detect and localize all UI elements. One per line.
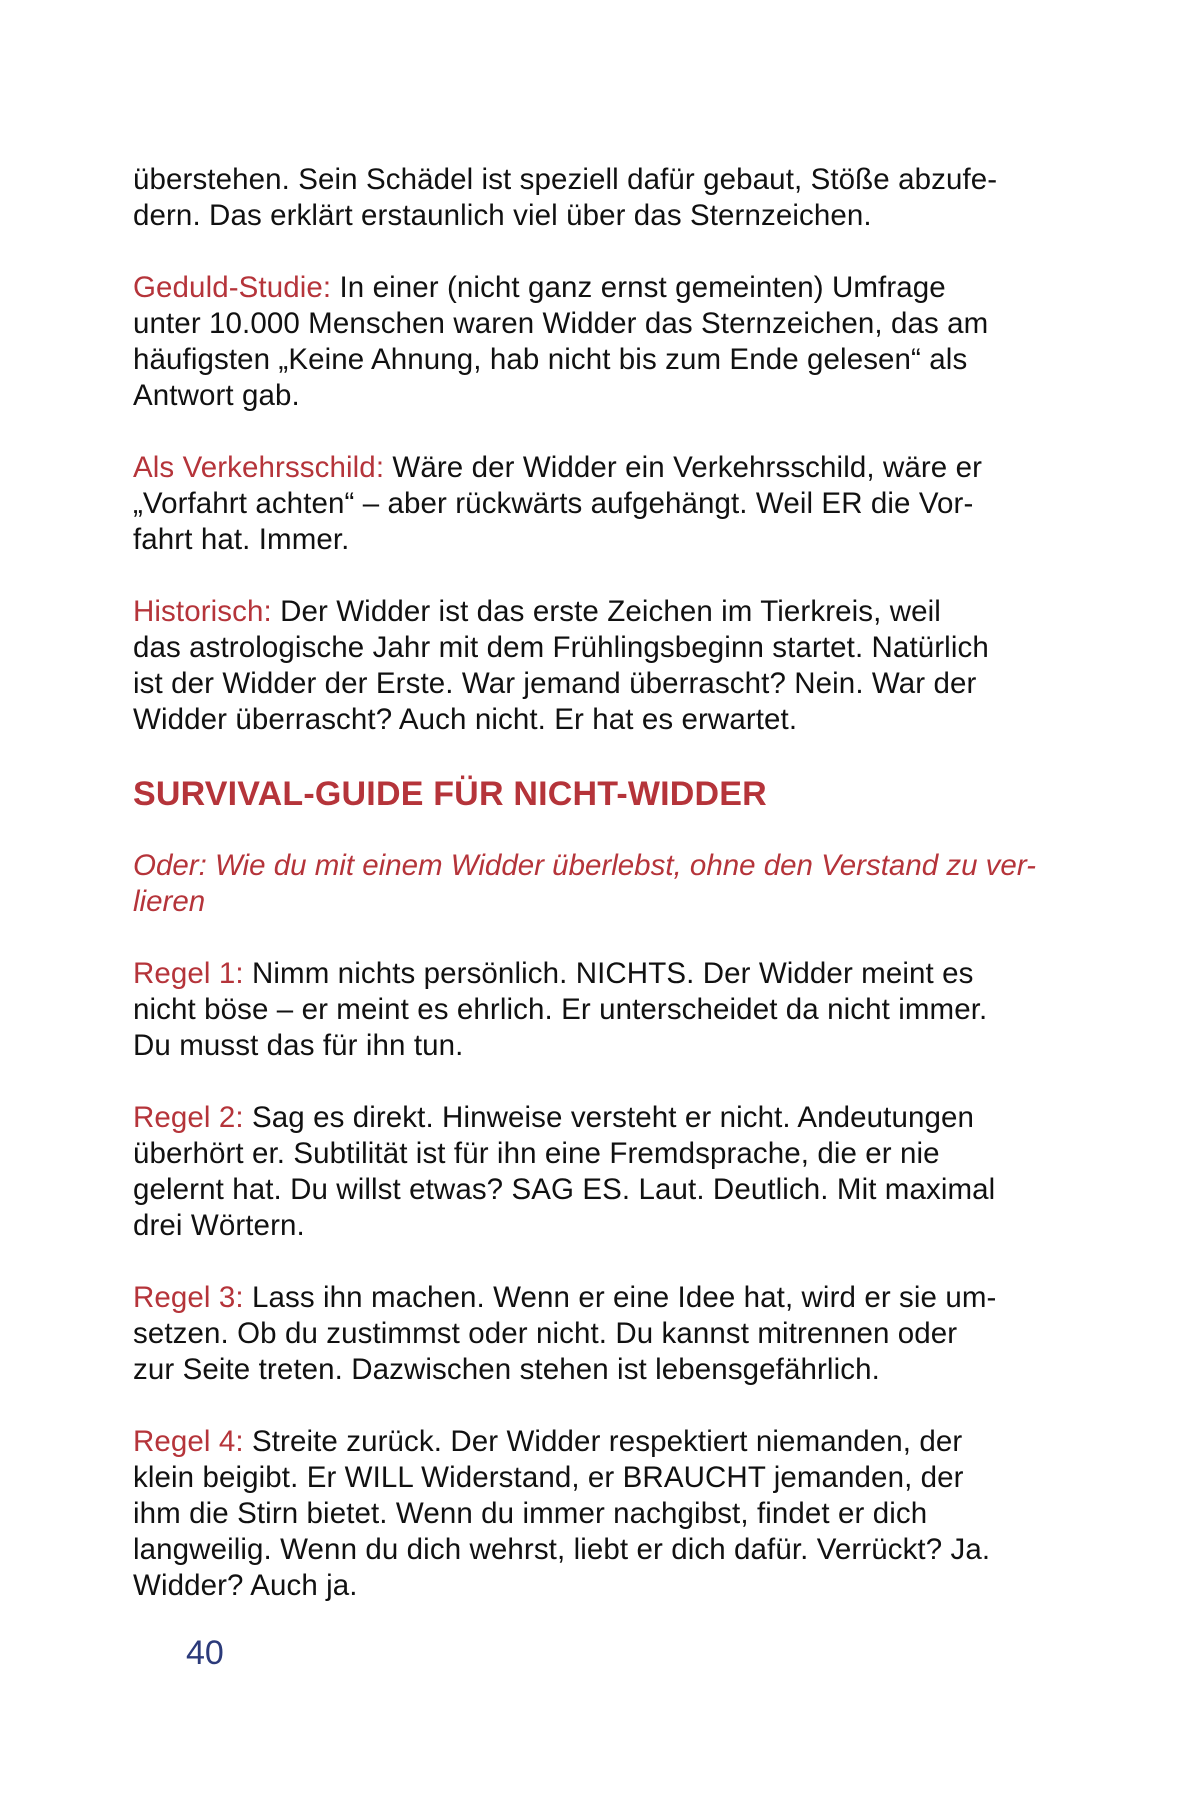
text-line: klein beigibt. Er WILL Widerstand, er BRAUCHT jemanden, der [133,1461,964,1494]
paragraph-verkehrsschild [133,450,1013,558]
rule-3 [133,1280,1013,1388]
paragraph-continuation [133,162,1013,234]
text-fragment: Lass ihn machen. Wenn er eine Idee hat, wird er sie um- [243,1281,997,1314]
paragraph-label: Historisch: [133,595,272,628]
text-line: überstehen. Sein Schädel ist speziell dafür gebaut, Stöße abzufe- [133,163,998,196]
text-fragment: Nimm nichts persönlich. NICHTS. Der Widder meint es [243,957,974,990]
text-line: das astrologische Jahr mit dem Frühlingsbeginn startet. Natürlich [133,631,989,664]
rule-label: Regel 2: [133,1101,244,1134]
text-line: Widder? Auch ja. [133,1569,358,1602]
text-line: gelernt hat. Du willst etwas? SAG ES. Laut. Deutlich. Mit maximal [133,1173,996,1206]
subtitle-line: lieren [133,885,206,918]
rule-label: Regel 3: [133,1281,244,1314]
text-line: häufigsten „Keine Ahnung, hab nicht bis zum Ende gelesen“ als [133,343,968,376]
text-fragment: Sag es direkt. Hinweise versteht er nicht. Andeutungen [243,1101,974,1134]
paragraph-label: Als Verkehrsschild: [133,451,385,484]
section-subtitle [133,848,1036,920]
text-line [133,1280,1013,1316]
text-line: Du musst das für ihn tun. [133,1029,464,1062]
rule-4 [133,1424,1013,1604]
rule-label: Regel 4: [133,1425,244,1458]
text-line: setzen. Ob du zustimmst oder nicht. Du kannst mitrennen oder [133,1317,958,1350]
section-heading: SURVIVAL-GUIDE FÜR NICHT-WIDDER [133,775,767,813]
text-line: unter 10.000 Menschen waren Widder das Sternzeichen, das am [133,307,989,340]
text-line [133,1424,1013,1460]
text-line [133,1100,1013,1136]
text-line: dern. Das erklärt erstaunlich viel über das Sternzeichen. [133,199,872,232]
rule-label: Regel 1: [133,957,244,990]
text-line [133,450,1013,486]
text-line: ihm die Stirn bietet. Wenn du immer nachgibst, findet er dich [133,1497,928,1530]
text-line [133,270,1013,306]
text-line: überhört er. Subtilität ist für ihn eine Fremdsprache, die er nie [133,1137,940,1170]
text-line: drei Wörtern. [133,1209,305,1242]
text-line: ist der Widder der Erste. War jemand überrascht? Nein. War der [133,667,977,700]
text-line [133,594,1013,630]
text-line: Antwort gab. [133,379,300,412]
text-fragment: In einer (nicht ganz ernst gemeinten) Umfrage [331,271,946,304]
text-line: „Vorfahrt achten“ – aber rückwärts aufgehängt. Weil ER die Vor- [133,487,974,520]
rule-2 [133,1100,1013,1244]
paragraph-historisch [133,594,1013,738]
paragraph-geduld-studie [133,270,1013,414]
text-fragment: Streite zurück. Der Widder respektiert niemanden, der [243,1425,963,1458]
text-line [133,956,1013,992]
text-line: fahrt hat. Immer. [133,523,350,556]
text-fragment: Wäre der Widder ein Verkehrsschild, wäre er [384,451,983,484]
text-line: zur Seite treten. Dazwischen stehen ist lebensgefährlich. [133,1353,880,1386]
text-line: Widder überrascht? Auch nicht. Er hat es erwartet. [133,703,798,736]
page-number: 40 [186,1634,224,1672]
text-fragment: Der Widder ist das erste Zeichen im Tierkreis, weil [271,595,941,628]
page-content [133,162,1036,1640]
text-line: langweilig. Wenn du dich wehrst, liebt er dich dafür. Verrückt? Ja. [133,1533,991,1566]
rule-1 [133,956,1013,1064]
paragraph-label: Geduld-Studie: [133,271,332,304]
text-line: nicht böse – er meint es ehrlich. Er unterscheidet da nicht immer. [133,993,988,1026]
subtitle-line: Oder: Wie du mit einem Widder überlebst, ohne den Verstand zu ver- [133,849,1036,882]
